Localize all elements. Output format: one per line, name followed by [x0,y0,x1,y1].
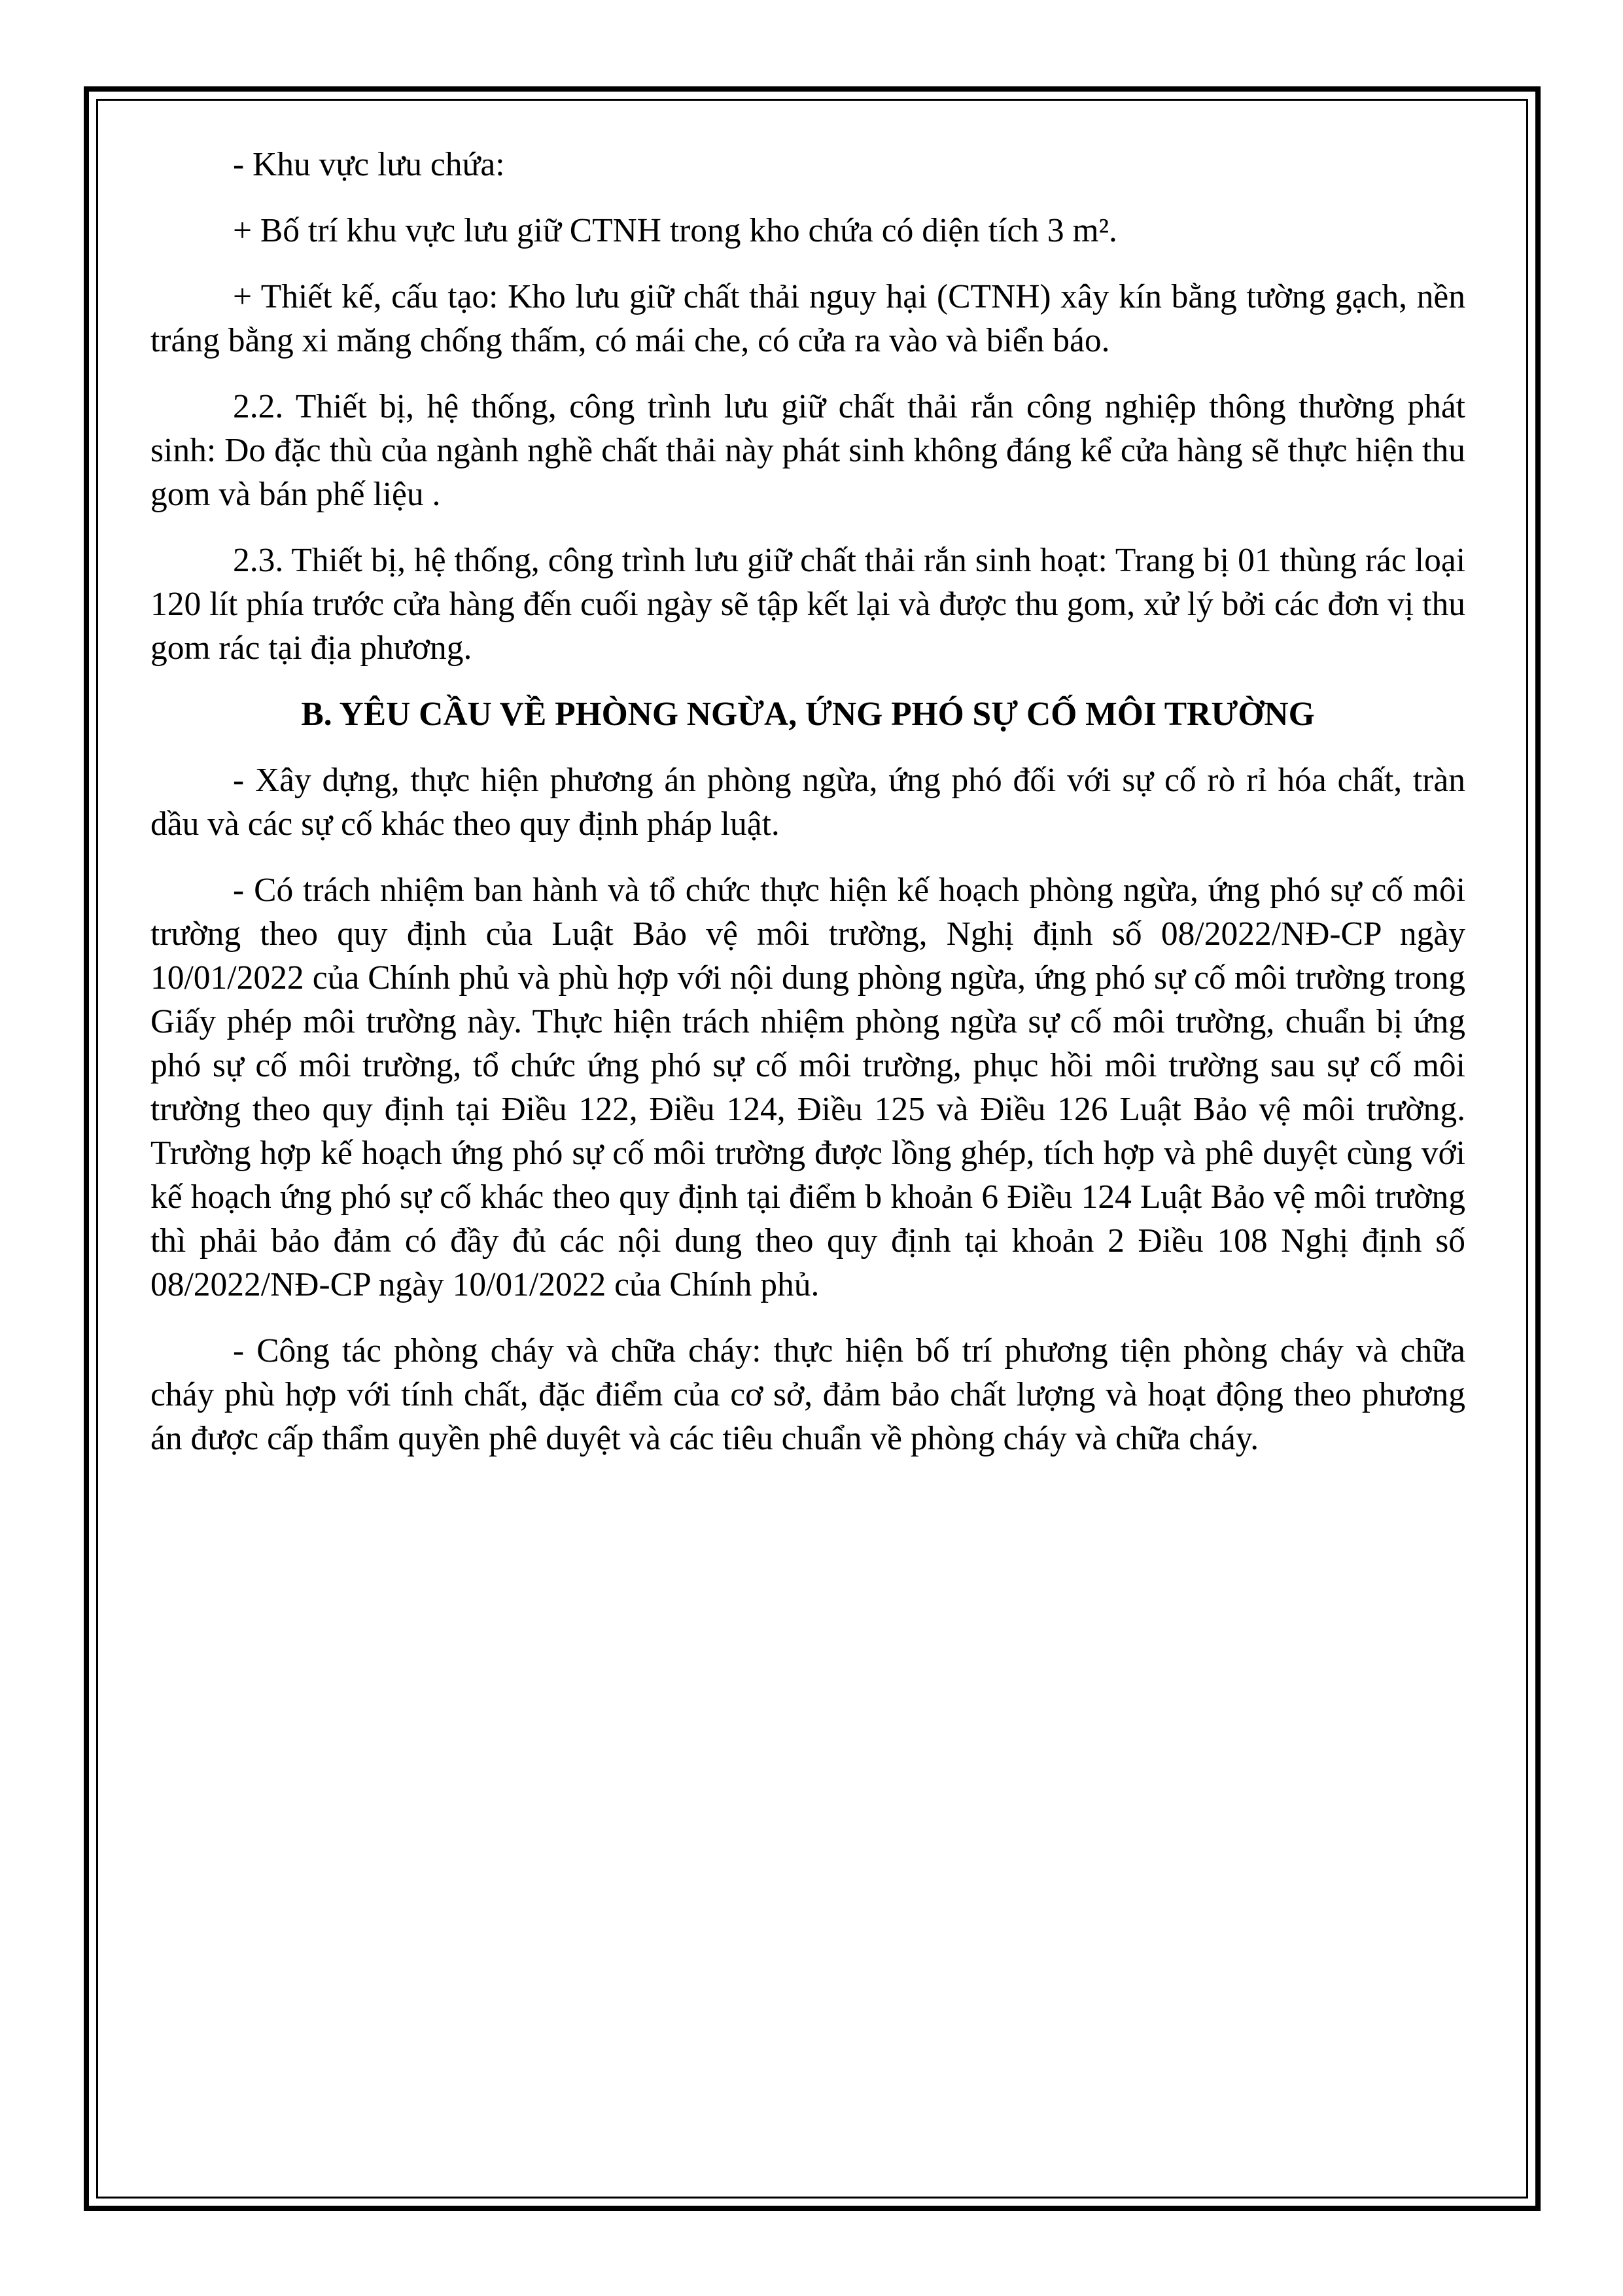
paragraph-prevention-plan: - Xây dựng, thực hiện phương án phòng ngừa, ứng phó đối với sự cố rò rỉ hóa chất, tràn dầu và các sự cố khác theo quy định pháp luật. [150,762,1465,843]
paragraph-responsibility: - Có trách nhiệm ban hành và tổ chức thực hiện kế hoạch phòng ngừa, ứng phó sự cố môi trường theo quy định của Luật Bảo vệ môi trường, Nghị định số 08/2022/NĐ-CP ngày 10/01/2022 của Chính phủ và phù hợp với nội dung phòng ngừa, ứng phó sự cố môi trường trong Giấy phép môi trường này. Thực hiện trách nhiệm phòng ngừa sự cố môi trường, chuẩn bị ứng phó sự cố môi trường, tổ chức ứng phó sự cố môi trường, phục hồi môi trường sau sự cố môi trường theo quy định tại Điều 122, Điều 124, Điều 125 và Điều 126 Luật Bảo vệ môi trường. Trường hợp kế hoạch ứng phó sự cố môi trường được lồng ghép, tích hợp và phê duyệt cùng với kế hoạch ứng phó sự cố khác theo quy định tại điểm b khoản 6 Điều 124 Luật Bảo vệ môi trường thì phải bảo đảm có đầy đủ các nội dung theo quy định tại khoản 2 Điều 108 Nghị định số 08/2022/NĐ-CP ngày 10/01/2022 của Chính phủ. [150,872,1465,1303]
paragraph-ctnh-design: + Thiết kế, cấu tạo: Kho lưu giữ chất thải nguy hại (CTNH) xây kín bằng tường gạch, nền tráng bằng xi măng chống thấm, có mái che, có cửa ra vào và biển báo. [150,278,1465,359]
paragraph-ctnh-area: + Bố trí khu vực lưu giữ CTNH trong kho chứa có diện tích 3 m². [233,212,1117,249]
paragraph-storage-area: - Khu vực lưu chứa: [233,146,505,183]
document-body [150,143,1465,1483]
paragraph-industrial-waste: 2.2. Thiết bị, hệ thống, công trình lưu giữ chất thải rắn công nghiệp thông thường phát sinh: Do đặc thù của ngành nghề chất thải này phát sinh không đáng kể cửa hàng sẽ thực hiện thu gom và bán phế liệu . [150,388,1465,513]
section-heading: B. YÊU CẦU VỀ PHÒNG NGỪA, ỨNG PHÓ SỰ CỐ MÔI TRƯỜNG [301,696,1315,733]
paragraph-fire-prevention: - Công tác phòng cháy và chữa cháy: thực hiện bố trí phương tiện phòng cháy và chữa cháy phù hợp với tính chất, đặc điểm của cơ sở, đảm bảo chất lượng và hoạt động theo phương án được cấp thẩm quyền phê duyệt và các tiêu chuẩn về phòng cháy và chữa cháy. [150,1332,1465,1457]
paragraph-domestic-waste: 2.3. Thiết bị, hệ thống, công trình lưu giữ chất thải rắn sinh hoạt: Trang bị 01 thùng rác loại 120 lít phía trước cửa hàng đến cuối ngày sẽ tập kết lại và được thu gom, xử lý bởi các đơn vị thu gom rác tại địa phương. [150,542,1465,667]
